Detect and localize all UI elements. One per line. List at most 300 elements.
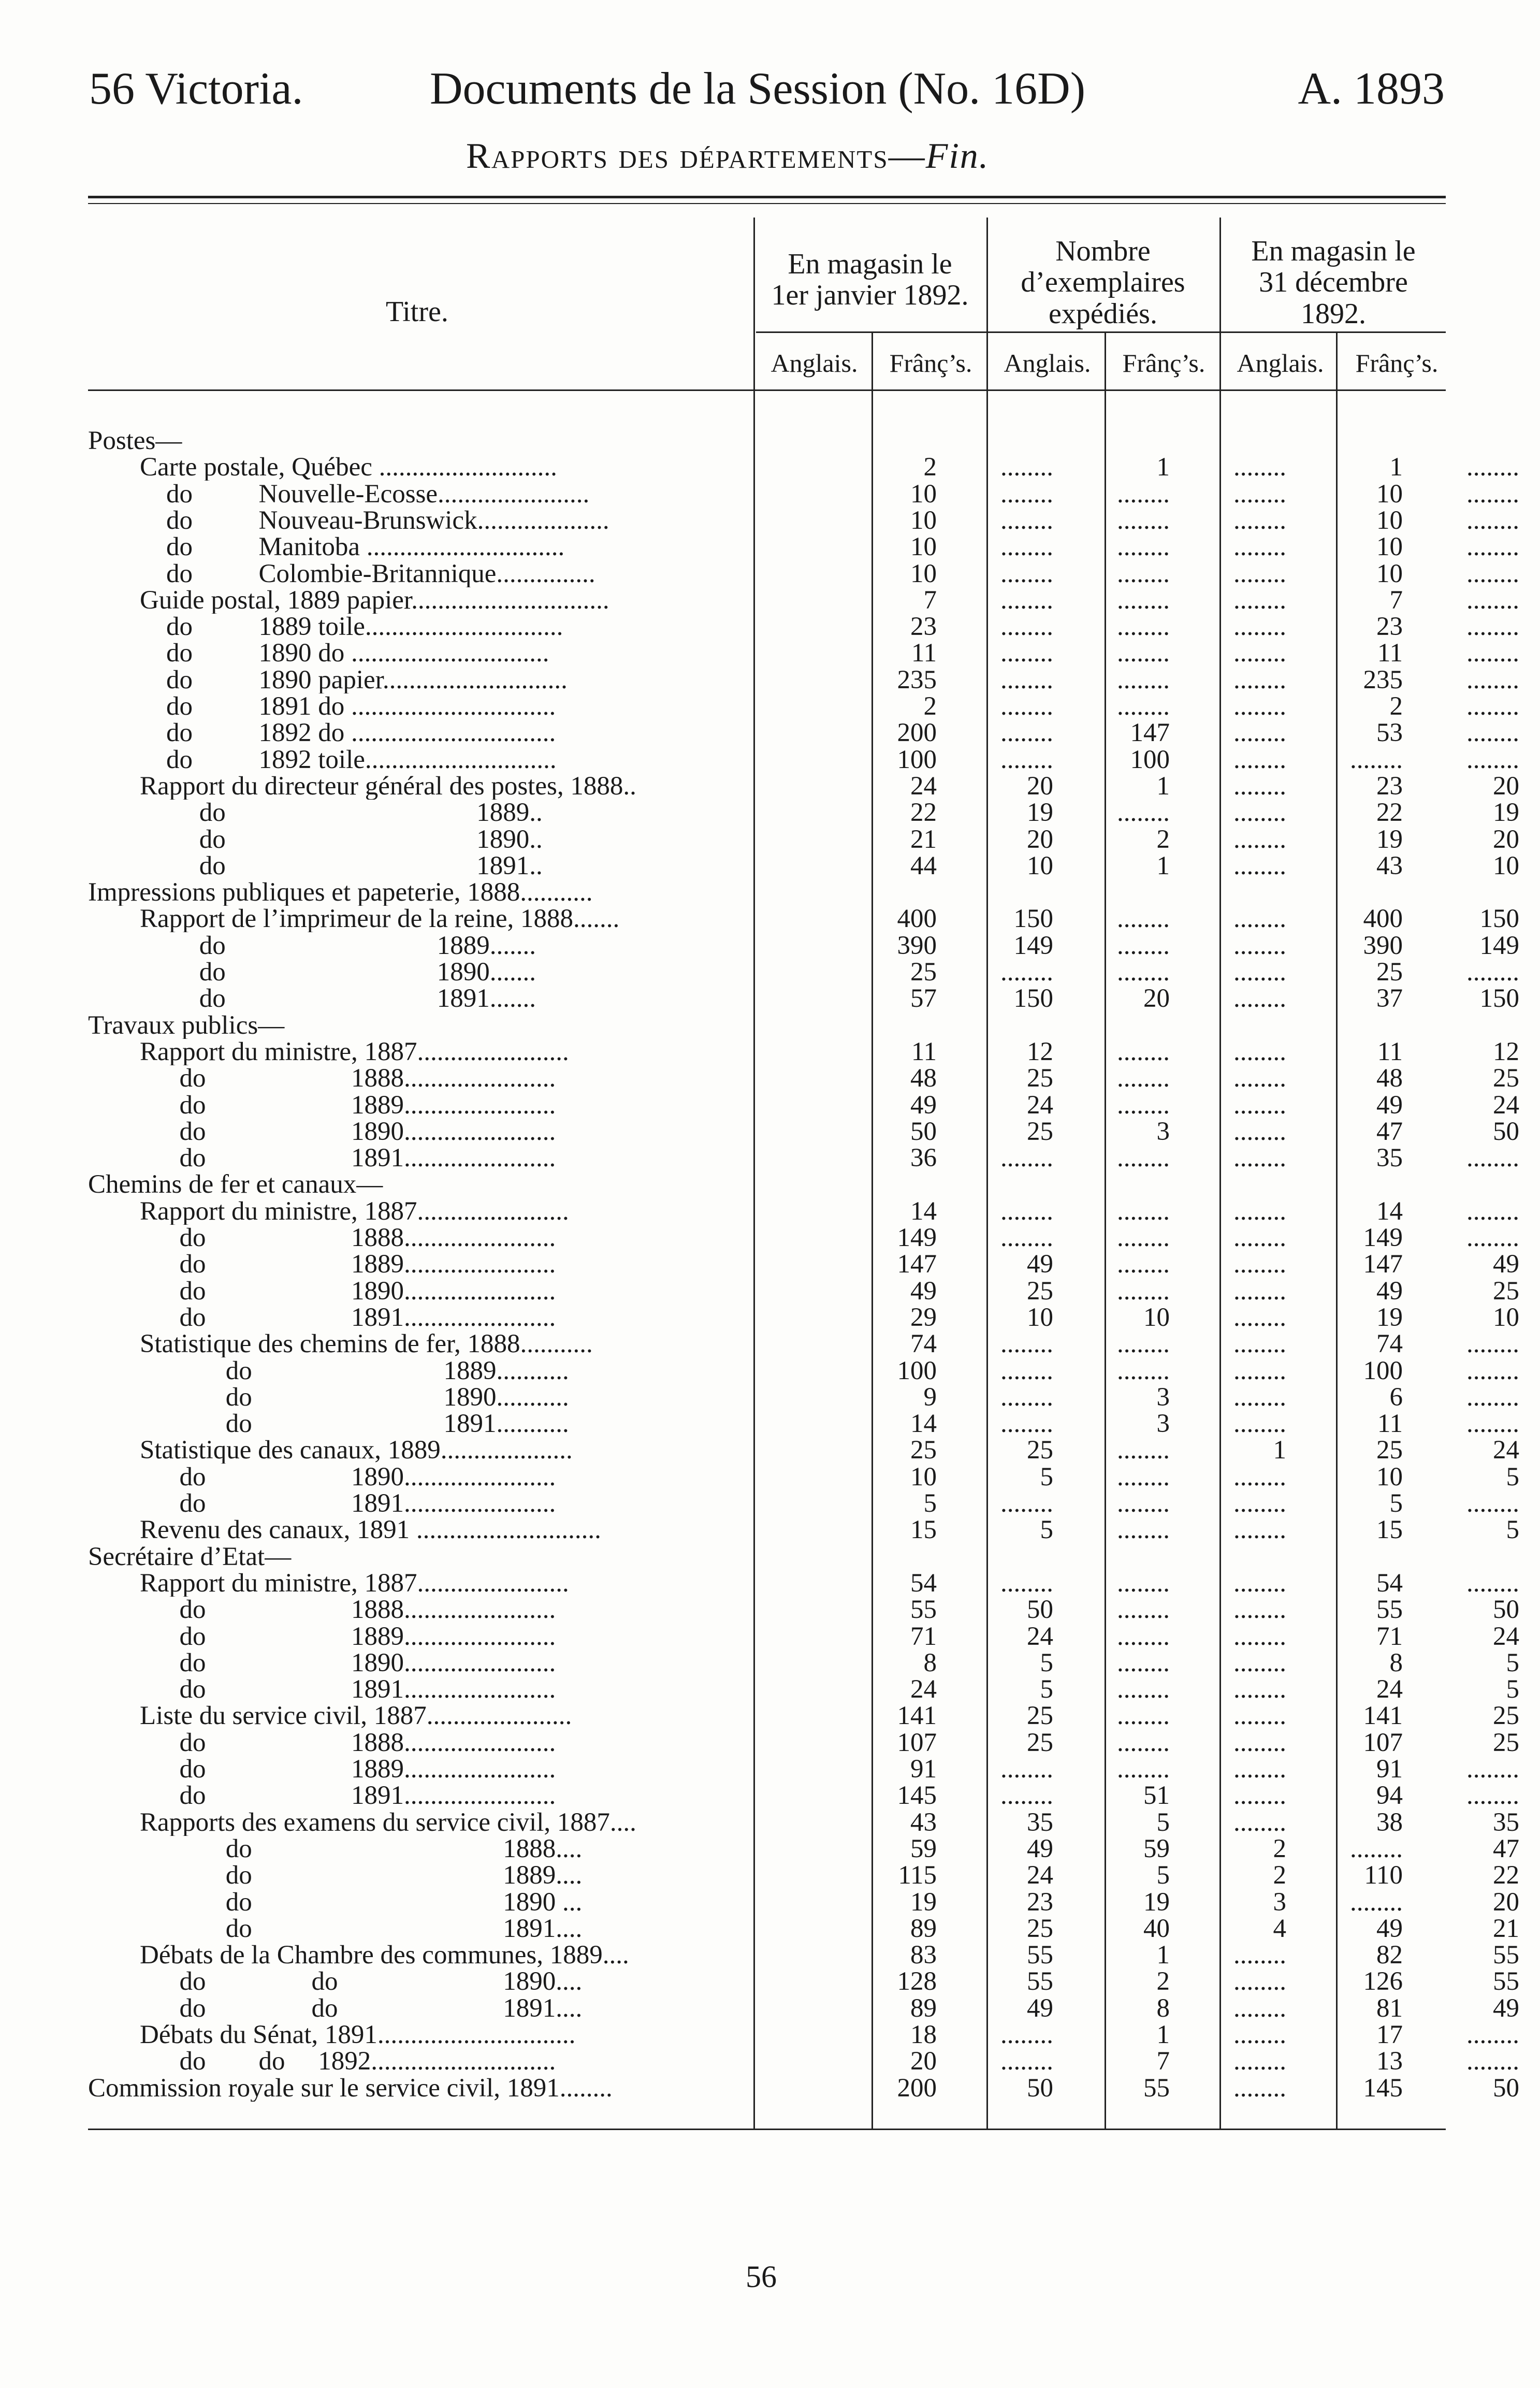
cell-value: ........ (1466, 585, 1519, 615)
cell-value: ........ (1000, 2020, 1053, 2049)
cell-value: 43 (1376, 851, 1403, 880)
cell-value: 24 (1493, 1436, 1519, 1465)
cell-value: 20 (1493, 771, 1519, 801)
cell-value: ........ (1233, 931, 1286, 960)
cell-value: 149 (1013, 931, 1053, 960)
cell-value: 24 (1027, 1622, 1053, 1651)
cell-value: 141 (1363, 1701, 1403, 1731)
table-row (88, 1755, 1519, 1784)
cell-value: ........ (1117, 904, 1170, 934)
cell-value: 25 (1027, 1701, 1053, 1731)
cell-value: ........ (1117, 798, 1170, 828)
cell-value: ........ (1117, 931, 1170, 960)
cell-value: 6 (1389, 1382, 1403, 1412)
row-title: do do 1892............................ (140, 2048, 556, 2075)
cell-value: ........ (1466, 1144, 1519, 1173)
row-title: do 1890....................... (140, 1649, 556, 1676)
cell-value: 24 (1027, 1090, 1053, 1120)
cell-value: 14 (1376, 1196, 1403, 1226)
header-year: A. 1893 (1298, 64, 1445, 114)
cell-value: ........ (1466, 453, 1519, 482)
cell-value: 25 (910, 1436, 937, 1465)
row-title: Guide postal, 1889 papier.............................. (140, 586, 609, 614)
row-title: do 1889....................... (140, 1091, 556, 1119)
table-bottom-rule (88, 2129, 1446, 2130)
cell-value: 20 (1143, 984, 1170, 1014)
cell-value: 1 (1156, 2020, 1170, 2049)
row-title: do 1889 toile.............................. (140, 613, 563, 641)
cell-value: 24 (910, 1675, 937, 1704)
cell-value: ........ (1466, 1223, 1519, 1252)
subtitle-main: Rapports des départements— (466, 136, 926, 176)
cell-value: ........ (1233, 1807, 1286, 1837)
row-title: do 1891 do ............................... (140, 693, 556, 720)
cell-value: 10 (910, 505, 937, 535)
cell-value: 235 (1363, 665, 1403, 694)
cell-value: 2 (1389, 692, 1403, 721)
cell-value: 10 (1027, 1302, 1053, 1332)
cell-value: ........ (1233, 1276, 1286, 1306)
table-row (88, 718, 1519, 748)
cell-value: ........ (1466, 1568, 1519, 1598)
cell-value: 55 (1143, 2073, 1170, 2103)
page-number: 56 (746, 2260, 777, 2294)
cell-value: ........ (1117, 1595, 1170, 1625)
cell-value: ........ (1233, 771, 1286, 801)
row-title: do 1891....................... (140, 1782, 556, 1810)
cell-value: ........ (1233, 1302, 1286, 1332)
cell-value: 25 (1493, 1276, 1519, 1306)
cell-value: 22 (1376, 798, 1403, 828)
row-title: do 1890....... (140, 959, 536, 986)
cell-value: 5 (1156, 1807, 1170, 1837)
cell-value: 10 (1027, 851, 1053, 880)
cell-value: 1 (1156, 851, 1170, 880)
cell-value: 400 (897, 904, 937, 934)
cell-value: 145 (1363, 2073, 1403, 2103)
cell-value: 115 (898, 1861, 937, 1890)
cell-value: ........ (1000, 453, 1053, 482)
table-row (88, 1701, 1519, 1731)
cell-value: 4 (1273, 1914, 1286, 1943)
cell-value: ........ (1000, 1329, 1053, 1359)
row-title: Commission royale sur le service civil, 1891........ (88, 2074, 613, 2102)
row-title: do do 1890.... (140, 1968, 583, 1995)
cell-value: ........ (1000, 1223, 1053, 1252)
cell-value: 25 (1027, 1436, 1053, 1465)
cell-value: 23 (1376, 771, 1403, 801)
cell-value: ........ (1000, 1781, 1053, 1811)
row-title: Carte postale, Québec ........................... (140, 454, 557, 481)
header-bottom-rule (88, 389, 1446, 391)
cell-value: 3 (1156, 1382, 1170, 1412)
table-row (88, 798, 1519, 828)
cell-value: ........ (1233, 1941, 1286, 1970)
cell-value: 43 (910, 1807, 937, 1837)
cell-value: ........ (1000, 479, 1053, 509)
cell-value: 38 (1376, 1807, 1403, 1837)
cell-value: 1 (1156, 453, 1170, 482)
row-title: do 1891........... (140, 1410, 569, 1438)
cell-value: ........ (1117, 479, 1170, 509)
cell-value: ........ (1233, 1993, 1286, 2023)
cell-value: 48 (1376, 1064, 1403, 1093)
cell-value: 36 (910, 1144, 937, 1173)
section-heading-row (88, 1171, 1446, 1198)
cell-value: 40 (1143, 1914, 1170, 1943)
cell-value: ........ (1233, 1781, 1286, 1811)
cell-value: 25 (910, 958, 937, 987)
cell-value: ........ (1233, 1967, 1286, 1996)
row-title: do 1889....................... (140, 1623, 556, 1650)
cell-value: ........ (1233, 851, 1286, 880)
row-title: do 1889.... (140, 1862, 583, 1889)
section-title: Secrétaire d’Etat— (88, 1543, 292, 1570)
cell-value: 23 (1376, 612, 1403, 642)
cell-value: 5 (1156, 1861, 1170, 1890)
cell-value: 150 (1479, 984, 1519, 1014)
cell-value: 10 (1376, 1462, 1403, 1492)
column-header-titre: Titre. (386, 296, 448, 328)
cell-value: ........ (1233, 1675, 1286, 1704)
cell-value: 5 (1506, 1515, 1519, 1545)
cell-value: 20 (1027, 824, 1053, 854)
cell-value: ........ (1117, 1728, 1170, 1757)
cell-value: 48 (910, 1064, 937, 1093)
cell-value: ........ (1000, 1196, 1053, 1226)
cell-value: 20 (1493, 824, 1519, 854)
cell-value: 3 (1156, 1117, 1170, 1146)
cell-value: ........ (1233, 479, 1286, 509)
cell-value: ........ (1117, 1436, 1170, 1465)
cell-value: ........ (1233, 505, 1286, 535)
cell-value: ........ (1233, 1489, 1286, 1518)
row-title: do 1889........... (140, 1357, 569, 1384)
cell-value: ........ (1233, 2073, 1286, 2103)
cell-value: 107 (897, 1728, 937, 1757)
cell-value: ........ (1233, 692, 1286, 721)
cell-value: 126 (1363, 1967, 1403, 1996)
table-row (88, 1622, 1519, 1651)
table-row (88, 2073, 1519, 2103)
cell-value: 47 (1493, 1834, 1519, 1863)
cell-value: 10 (1143, 1302, 1170, 1332)
cell-value: 149 (897, 1223, 937, 1252)
row-title: do 1891....................... (140, 1304, 556, 1331)
row-title: Débats du Sénat, 1891.............................. (140, 2021, 576, 2048)
cell-value: 2 (923, 692, 937, 721)
cell-value: ........ (1117, 1090, 1170, 1120)
cell-value: ........ (1233, 984, 1286, 1014)
stock-jan-line2: 1er janvier 1892. (771, 279, 969, 312)
row-title: do Nouveau-Brunswick.................... (140, 506, 609, 534)
cell-value: 24 (1493, 1090, 1519, 1120)
cell-value: 50 (910, 1117, 937, 1146)
table-row (88, 2047, 1519, 2076)
row-title: do 1890........... (140, 1383, 569, 1411)
cell-value: 10 (910, 532, 937, 562)
cell-value: 11 (1377, 1409, 1403, 1439)
cell-value: ........ (1466, 718, 1519, 748)
cell-value: ........ (1117, 1755, 1170, 1784)
cell-value: 82 (1376, 1941, 1403, 1970)
table-row (88, 1356, 1519, 1385)
cell-value: 2 (1273, 1834, 1286, 1863)
cell-value: ........ (1233, 1329, 1286, 1359)
table-row (88, 585, 1519, 615)
table-row (88, 958, 1519, 987)
table-row (88, 665, 1519, 694)
cell-value: 24 (1376, 1675, 1403, 1704)
row-title: do 1891....... (140, 985, 536, 1012)
row-title: do 1891....................... (140, 1145, 556, 1172)
cell-value: 19 (910, 1887, 937, 1917)
table-row (88, 1941, 1519, 1970)
cell-value: ........ (1117, 1462, 1170, 1492)
cell-value: ........ (1000, 1755, 1053, 1784)
table-row (88, 1436, 1519, 1465)
cell-value: 49 (1493, 1993, 1519, 2023)
cell-value: ........ (1000, 1489, 1053, 1518)
cell-value: ........ (1233, 639, 1286, 668)
row-title: Rapports des examens du service civil, 1887.... (140, 1808, 636, 1836)
table-row (88, 559, 1519, 588)
row-title: do 1889....................... (140, 1756, 556, 1783)
cell-value: 81 (1376, 1993, 1403, 2023)
cell-value: 21 (910, 824, 937, 854)
cell-value: 54 (1376, 1568, 1403, 1598)
cell-value: 49 (1493, 1250, 1519, 1279)
cell-value: ........ (1466, 1755, 1519, 1784)
cell-value: ........ (1233, 585, 1286, 615)
cell-value: ........ (1466, 1781, 1519, 1811)
cell-value: ........ (1233, 1648, 1286, 1677)
table-row (88, 1807, 1519, 1837)
cell-value: 49 (910, 1090, 937, 1120)
cell-value: ........ (1117, 532, 1170, 562)
row-title: Liste du service civil, 1887...................... (140, 1702, 572, 1730)
row-title: do 1890 papier............................ (140, 666, 568, 693)
cell-value: ........ (1233, 532, 1286, 562)
cell-value: 8 (1156, 1993, 1170, 2023)
cell-value: ........ (1117, 1144, 1170, 1173)
cell-value: ........ (1233, 2047, 1286, 2076)
cell-value: 55 (1376, 1595, 1403, 1625)
cell-value: ........ (1000, 958, 1053, 987)
cell-value: ........ (1466, 559, 1519, 588)
table-row (88, 612, 1519, 642)
row-title: do 1890....................... (140, 1277, 556, 1305)
row-title: do do 1891.... (140, 1994, 583, 2022)
table-row (88, 1887, 1519, 1917)
cell-value: ........ (1117, 1356, 1170, 1385)
cell-value: ........ (1466, 745, 1519, 774)
cell-value: ........ (1117, 665, 1170, 694)
row-title: Revenu des canaux, 1891 ............................ (140, 1516, 601, 1544)
cell-value: ........ (1117, 559, 1170, 588)
cell-value: 94 (1376, 1781, 1403, 1811)
cell-value: 89 (910, 1914, 937, 1943)
cell-value: 50 (1493, 2073, 1519, 2103)
cell-value: 10 (910, 479, 937, 509)
cell-value: 49 (1376, 1914, 1403, 1943)
cell-value: ........ (1000, 665, 1053, 694)
cell-value: 35 (1376, 1144, 1403, 1173)
cell-value: 19 (1493, 798, 1519, 828)
cell-value: ........ (1233, 718, 1286, 748)
table-row (88, 1914, 1519, 1943)
cell-value: ........ (1000, 559, 1053, 588)
row-title: do 1890 do .............................. (140, 640, 549, 667)
cell-value: ........ (1117, 1064, 1170, 1093)
cell-value: 53 (1376, 718, 1403, 748)
cell-value: 19 (1376, 824, 1403, 854)
cell-value: 59 (1143, 1834, 1170, 1863)
row-title: do 1889....................... (140, 1251, 556, 1278)
cell-value: 100 (897, 745, 937, 774)
cell-value: ........ (1233, 1223, 1286, 1252)
table-row (88, 851, 1519, 880)
cell-value: 147 (897, 1250, 937, 1279)
table-row (88, 1064, 1519, 1093)
cell-value: ........ (1233, 612, 1286, 642)
header-group-rule (756, 331, 1446, 333)
cell-value: ........ (1000, 2047, 1053, 2076)
cell-value: 5 (1040, 1462, 1053, 1492)
cell-value: 24 (1027, 1861, 1053, 1890)
cell-value: 5 (1040, 1515, 1053, 1545)
cell-value: ........ (1117, 1515, 1170, 1545)
cell-value: ........ (1233, 2020, 1286, 2049)
row-title: do 1888....................... (140, 1065, 556, 1092)
row-title: Rapport du directeur général des postes, 1888.. (140, 772, 636, 800)
cell-value: ........ (1000, 532, 1053, 562)
table-row (88, 824, 1519, 854)
cell-value: 11 (911, 639, 937, 668)
cell-value: 20 (1493, 1887, 1519, 1917)
cell-value: ........ (1233, 1037, 1286, 1066)
cell-value: 10 (1376, 479, 1403, 509)
cell-value: 74 (1376, 1329, 1403, 1359)
cell-value: ........ (1233, 1622, 1286, 1651)
cell-value: ........ (1233, 1701, 1286, 1731)
cell-value: 10 (1376, 505, 1403, 535)
cell-value: 5 (1506, 1675, 1519, 1704)
cell-value: 10 (1493, 851, 1519, 880)
cell-value: ........ (1117, 639, 1170, 668)
cell-value: ........ (1233, 1196, 1286, 1226)
sub-francais-dec: Frânç’s. (1355, 349, 1439, 378)
cell-value: ........ (1466, 505, 1519, 535)
cell-value: ........ (1000, 718, 1053, 748)
cell-value: ........ (1233, 798, 1286, 828)
cell-value: 74 (910, 1329, 937, 1359)
cell-value: ........ (1233, 665, 1286, 694)
cell-value: 200 (897, 718, 937, 748)
cell-value: 150 (1013, 984, 1053, 1014)
cell-value: 51 (1143, 1781, 1170, 1811)
cell-value: 1 (1156, 771, 1170, 801)
table-row (88, 1462, 1519, 1492)
copies-sent-line2: d’exemplaires (1021, 266, 1185, 299)
cell-value: 128 (897, 1967, 937, 1996)
cell-value: ........ (1117, 1648, 1170, 1677)
stock-dec-line3: 1892. (1301, 297, 1366, 330)
cell-value: 49 (1376, 1276, 1403, 1306)
row-title: do 1891....................... (140, 1490, 556, 1517)
cell-value: 7 (1156, 2047, 1170, 2076)
cell-value: ........ (1117, 612, 1170, 642)
row-title: do Manitoba .............................. (140, 533, 565, 561)
cell-value: ........ (1233, 1755, 1286, 1784)
cell-value: 49 (910, 1276, 937, 1306)
cell-value: 149 (1363, 1223, 1403, 1252)
cell-value: 10 (1493, 1302, 1519, 1332)
row-title: Rapport du ministre, 1887....................... (140, 1569, 569, 1597)
table-row (88, 1090, 1519, 1120)
cell-value: ........ (1117, 1489, 1170, 1518)
table-row (88, 1595, 1519, 1625)
cell-value: 37 (1376, 984, 1403, 1014)
row-title: do 1890.. (140, 826, 543, 853)
cell-value: ........ (1233, 1356, 1286, 1385)
sub-anglais-sent: Anglais. (1004, 349, 1091, 378)
row-title: do 1892 do ............................... (140, 719, 556, 747)
cell-value: 50 (1493, 1595, 1519, 1625)
row-title: do 1888....................... (140, 1729, 556, 1756)
top-rule-thick (88, 196, 1446, 198)
cell-value: ........ (1000, 745, 1053, 774)
cell-value: 25 (1493, 1701, 1519, 1731)
cell-value: 25 (1027, 1914, 1053, 1943)
cell-value: 5 (1506, 1648, 1519, 1677)
cell-value: ........ (1466, 958, 1519, 987)
cell-value: 22 (1493, 1861, 1519, 1890)
cell-value: 1 (1389, 453, 1403, 482)
row-title: do Colombie-Britannique............... (140, 560, 595, 587)
cell-value: ........ (1000, 585, 1053, 615)
row-title: do 1888.... (140, 1835, 583, 1862)
cell-value: 91 (910, 1755, 937, 1784)
section-heading-row (88, 1012, 1446, 1039)
cell-value: 100 (1363, 1356, 1403, 1385)
cell-value: ........ (1117, 1329, 1170, 1359)
cell-value: 2 (1156, 824, 1170, 854)
row-title: do 1891.. (140, 852, 543, 879)
cell-value: ........ (1117, 1675, 1170, 1704)
cell-value: 55 (1027, 1967, 1053, 1996)
cell-value: 25 (1027, 1728, 1053, 1757)
cell-value: ........ (1117, 1223, 1170, 1252)
cell-value: 235 (897, 665, 937, 694)
cell-value: 22 (910, 798, 937, 828)
table-row (88, 931, 1519, 960)
cell-value: ........ (1466, 1329, 1519, 1359)
cell-value: 12 (1493, 1037, 1519, 1066)
cell-value: 83 (910, 1941, 937, 1970)
cell-value: ........ (1350, 745, 1403, 774)
cell-value: 55 (1493, 1941, 1519, 1970)
header-document-title: Documents de la Session (No. 16D) (430, 64, 1086, 114)
cell-value: ........ (1466, 1196, 1519, 1226)
cell-value: 50 (1493, 1117, 1519, 1146)
cell-value: ........ (1466, 1409, 1519, 1439)
cell-value: 5 (1389, 1489, 1403, 1518)
cell-value: 7 (1389, 585, 1403, 615)
row-title: Statistique des canaux, 1889.................... (140, 1437, 573, 1464)
cell-value: ........ (1000, 505, 1053, 535)
stock-dec-line1: En magasin le (1251, 235, 1416, 267)
